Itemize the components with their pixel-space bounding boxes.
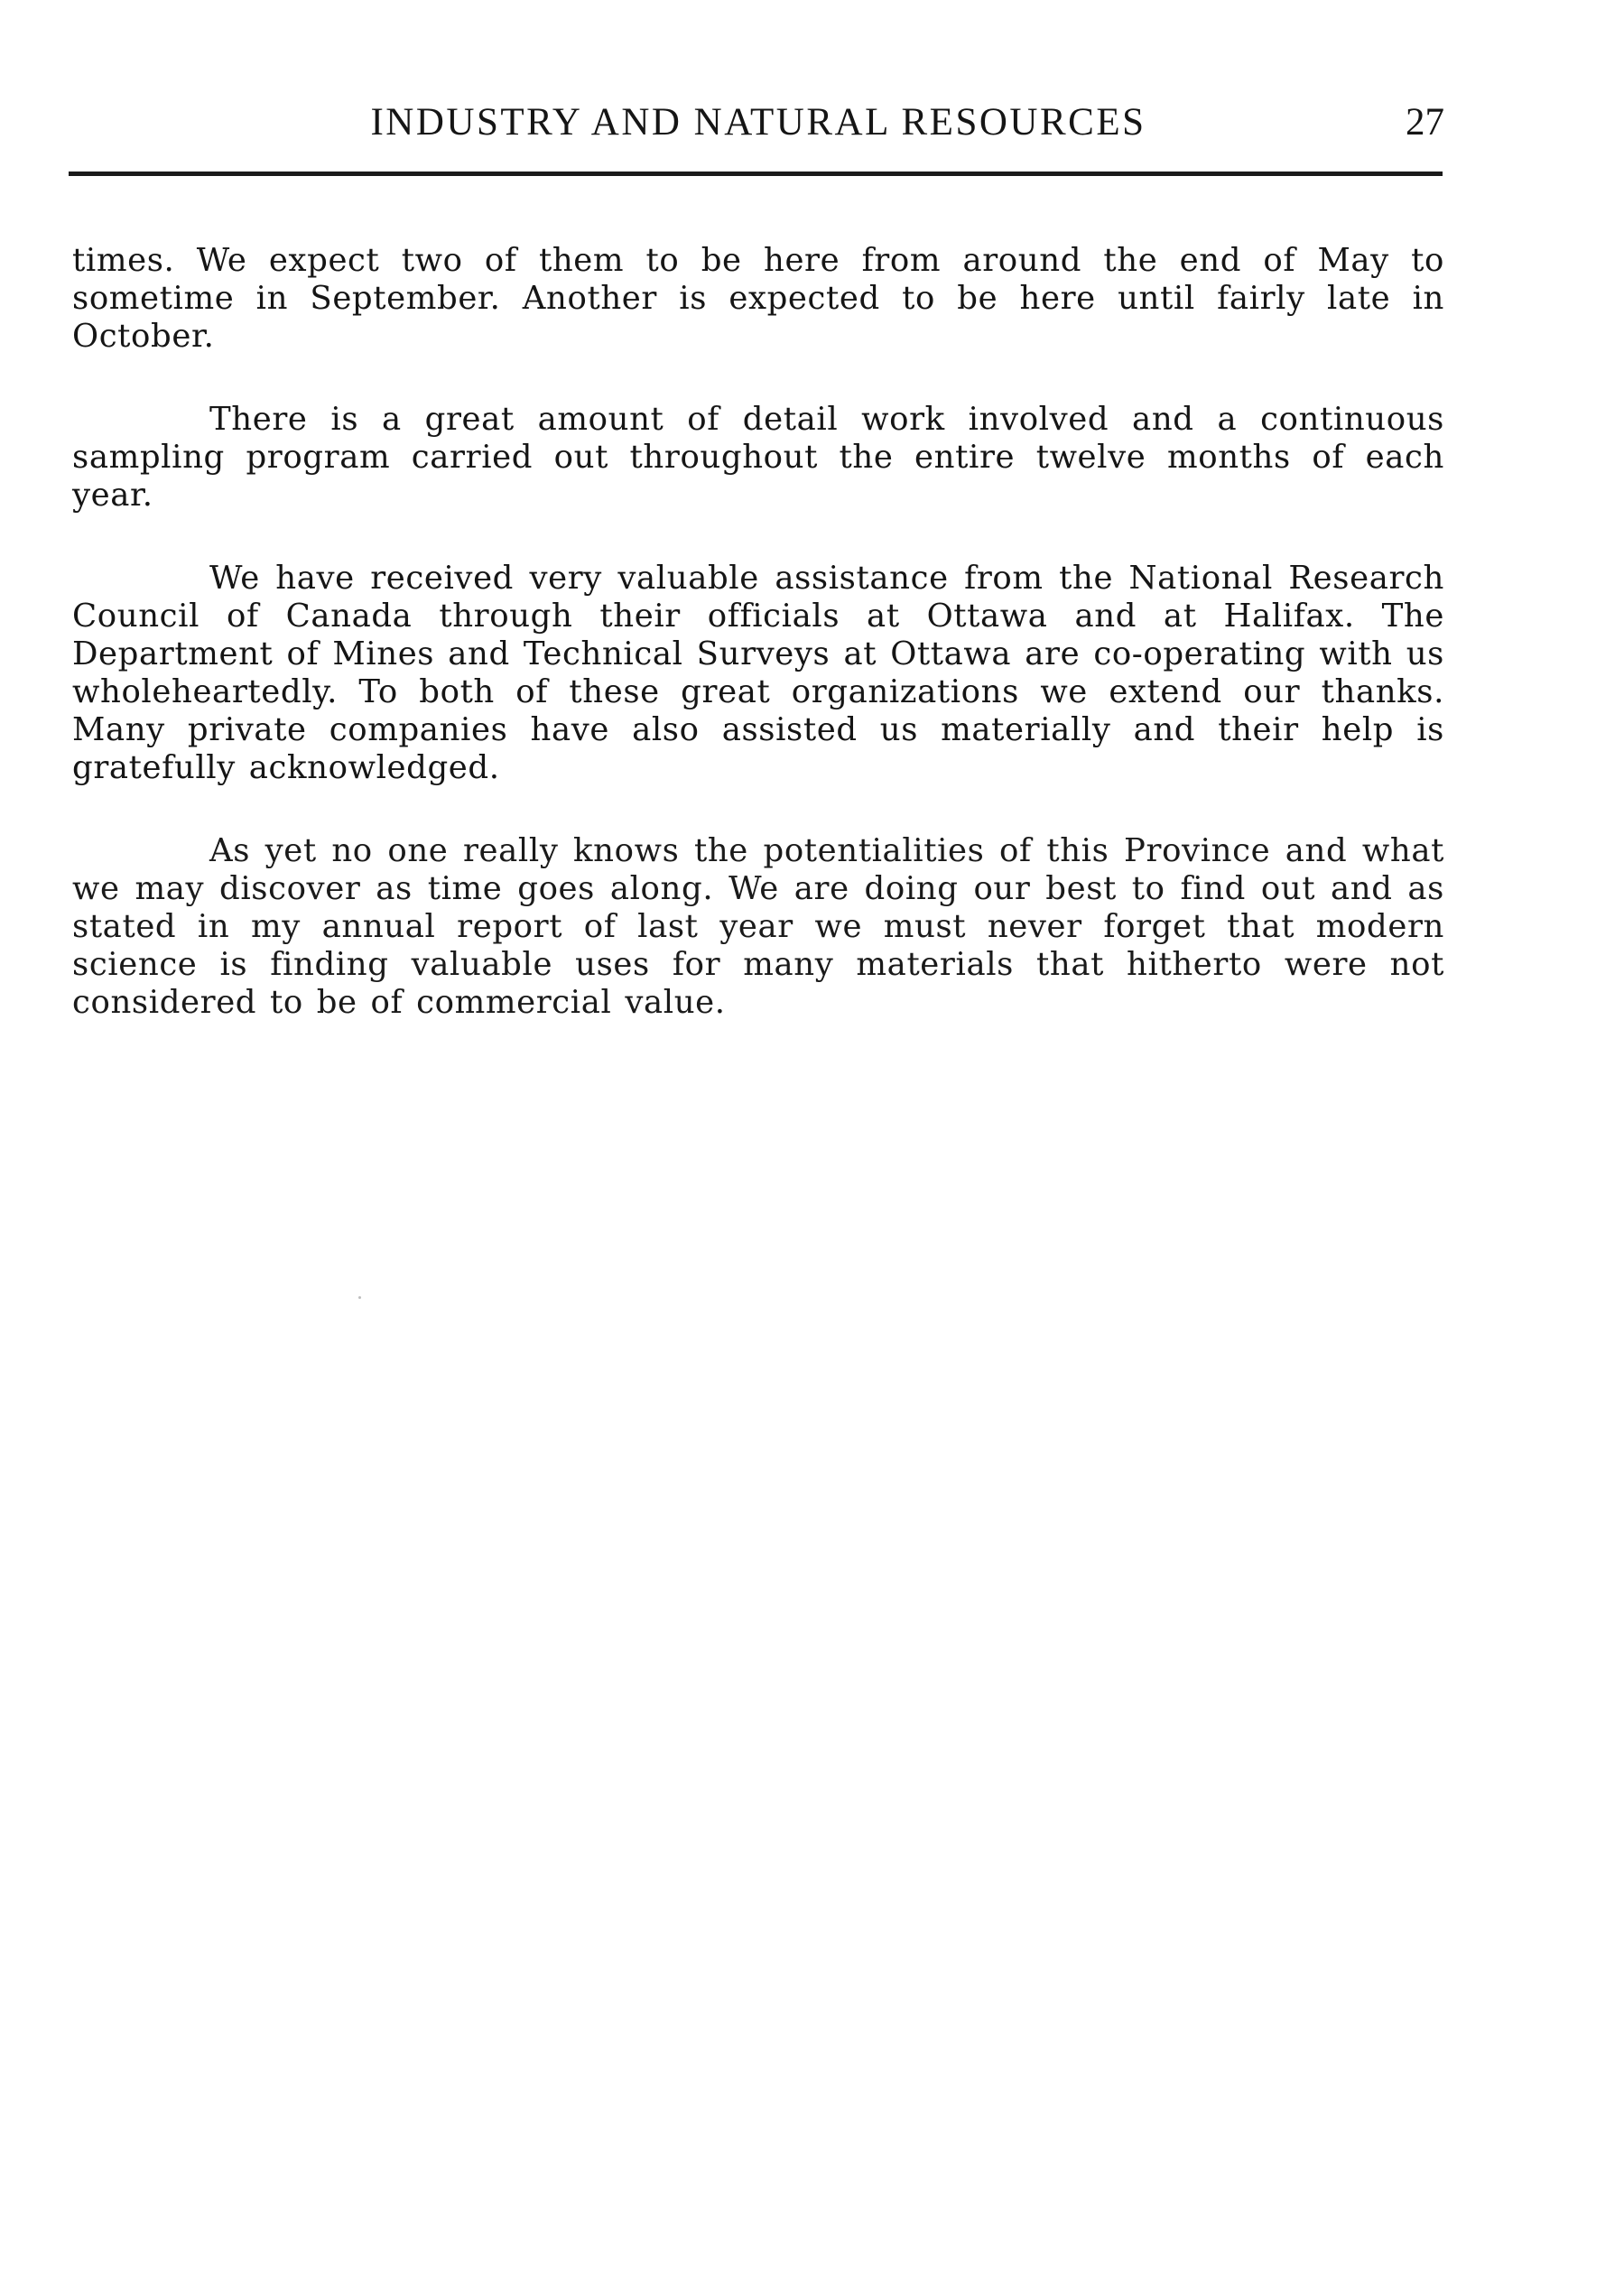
paragraph-continued-times: times. We expect two of them to be here from around the end of May to sometime in September. Another is expected to be here until fairly late in October. (72, 242, 1444, 355)
paragraph-potentialities: As yet no one really knows the potentialities of this Province and what we may discover as time goes along. We are doing our best to find out and as stated in my annual report of last year we must never forget that modern science is finding valuable uses for many materials that hitherto were not considered to be of commercial value. (72, 832, 1444, 1021)
header-rule (69, 172, 1443, 176)
running-head: INDUSTRY AND NATURAL RESOURCES (370, 101, 1146, 144)
page-number: 27 (1406, 101, 1444, 144)
print-speck (358, 1296, 361, 1299)
paragraph-assistance-thanks: We have received very valuable assistance from the National Research Council of Canada through their officials at Ottawa and at Halifax. The Department of Mines and Technical Surveys at Ottawa are co-operating with us wholeheartedly. To both of these great organizations we extend our thanks. Many private companies have also assisted us materially and their help is gratefully acknowledged. (72, 560, 1444, 786)
page-header (72, 96, 1444, 155)
body-text (72, 242, 1444, 1067)
paragraph-sampling-program: There is a great amount of detail work involved and a continuous sampling program carried out throughout the entire twelve months of each year. (72, 401, 1444, 514)
